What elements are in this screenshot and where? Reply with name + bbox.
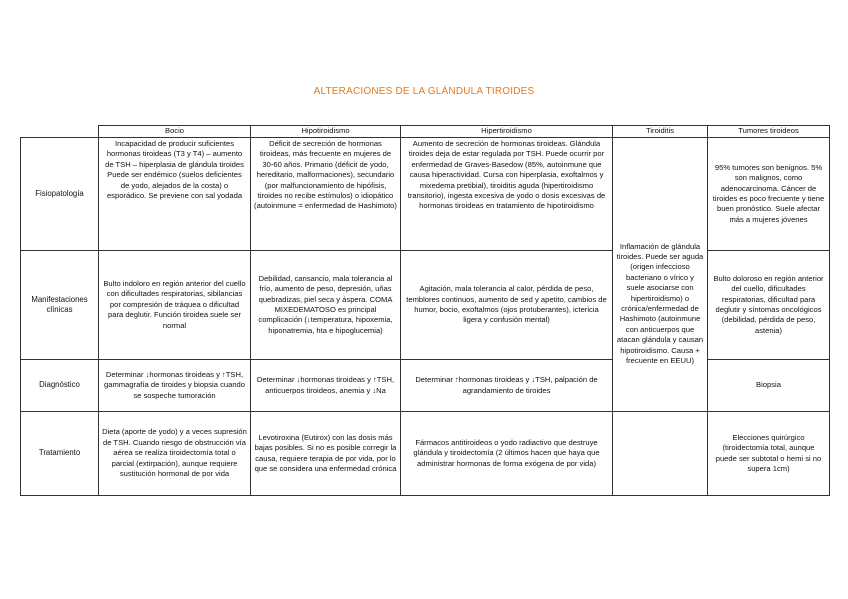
corner-cell [21, 126, 99, 138]
cell-tumores: Bulto doloroso en región anterior del cuello, dificultades respiratorias, dificultad para deglutir y síntomas oncológicos (debilidad, pérdida de peso, astenia) [708, 251, 830, 360]
header-hipertiroidismo: Hipertiroidismo [401, 126, 613, 138]
header-bocio: Bocio [99, 126, 251, 138]
document-title: ALTERACIONES DE LA GLÁNDULA TIROIDES [313, 86, 535, 97]
row-label: Diagnóstico [21, 360, 99, 412]
row-label: Fisiopatología [21, 138, 99, 251]
cell-hipertiroidismo: Agitación, mala tolerancia al calor, pérdida de peso, temblores continuos, aumento de sed y apetito, cambios de humor, bocio, exoftalmos (ojos protuberantes), ictericia ligera y confusión mental) [401, 251, 613, 360]
row-manifestaciones [21, 251, 830, 360]
cell-hipotiroidismo: Déficit de secreción de hormonas tiroideas, más frecuente en mujeres de 30-60 años. Primario (déficit de yodo, hereditario, malformaciones), secundario (por malfuncionamiento de hipófisis, tiroides no recibe estímulos) o idiopático (autoinmune = enfermedad de Hashimoto) [251, 138, 401, 251]
header-row [21, 126, 830, 138]
thyroid-table [20, 125, 830, 496]
row-diagnostico [21, 360, 830, 412]
row-tratamiento [21, 412, 830, 496]
cell-tiroiditis: Inflamación de glándula tiroides. Puede ser aguda (origen infeccioso bacteriano o vírico y suele asociarse con hipertiroidismo) o crónica/enfermedad de Hashimoto (autoinmune con anticuerpos que atacan glándula y causan hipotiroidismo. Causa + frecuente en EEUU) [613, 138, 708, 412]
cell-bocio: Incapacidad de producir suficientes hormonas tiroideas (T3 y T4) – aumento de TSH – hiperplasia de glándula tiroides Puede ser endémico (suelos deficientes de yodo, alejados de la costa) o esporádico. Se previene con sal yodada [99, 138, 251, 251]
cell-hipotiroidismo: Debilidad, cansancio, mala tolerancia al frío, aumento de peso, depresión, uñas quebradizas, piel seca y áspera. COMA MIXEDEMATOSO es principal complicación (↓temperatura, hipoxemia, hiponatremia, hta e hipoglucemia) [251, 251, 401, 360]
cell-hipertiroidismo: Determinar ↑hormonas tiroideas y ↓TSH, palpación de agrandamiento de tiroides [401, 360, 613, 412]
cell-tiroiditis-empty [613, 412, 708, 496]
cell-tumores: Biopsia [708, 360, 830, 412]
row-fisiopatologia [21, 138, 830, 251]
cell-hipertiroidismo: Fármacos antitiroideos o yodo radiactivo que destruye glándula y tiroidectomía (2 últimos hacen que haya que administrar hormonas de forma exógena de por vida) [401, 412, 613, 496]
cell-bocio: Bulto indoloro en región anterior del cuello con dificultades respiratorias, sibilancias por compresión de tráquea o dificultad para deglutir. Función tiroidea suele ser normal [99, 251, 251, 360]
cell-bocio: Determinar ↓hormonas tiroideas y ↑TSH, gammagrafía de tiroides y biopsia cuando se sospeche tumoración [99, 360, 251, 412]
cell-tumores: Elecciones quirúrgico (tiroidectomía total, aunque puede ser subtotal o hemi si no supera 1cm) [708, 412, 830, 496]
cell-tumores: 95% tumores son benignos. 5% son malignos, como adenocarcinoma. Cáncer de tiroides es poco frecuente y tiene buen pronóstico. Suele afectar más a mujeres jóvenes [708, 138, 830, 251]
cell-hipertiroidismo: Aumento de secreción de hormonas tiroideas. Glándula tiroides deja de estar regulada por TSH. Puede ocurrir por enfermedad de Graves-Basedow (85%, autoinmune que causa hiperactividad. Cursa con hiperplasia, exoftalmos y mixedema pretibial), tiroiditis aguda (hipertiroidismo transitorio), ingesta excesiva de yodo o dosis excesivas de hormonas tiroideas en tratamiento de hipotiroidismo [401, 138, 613, 251]
header-hipotiroidismo: Hipotiroidismo [251, 126, 401, 138]
cell-bocio: Dieta (aporte de yodo) y a veces supresión de TSH. Cuando riesgo de obstrucción vía aérea se realiza tiroidectomía total o parcial (extirpación), aunque requiere sustitución hormonal de por vida [99, 412, 251, 496]
header-tumores: Tumores tiroideos [708, 126, 830, 138]
cell-hipotiroidismo: Levotiroxina (Eutirox) con las dosis más bajas posibles. Si no es posible corregir la causa, requiere terapia de por vida, por lo que se considera una enfermedad crónica [251, 412, 401, 496]
row-label: Tratamiento [21, 412, 99, 496]
cell-hipotiroidismo: Determinar ↓hormonas tiroideas y ↑TSH, anticuerpos tiroideos, anemia y ↓Na [251, 360, 401, 412]
row-label: Manifestaciones clínicas [21, 251, 99, 360]
header-tiroiditis: Tiroiditis [613, 126, 708, 138]
